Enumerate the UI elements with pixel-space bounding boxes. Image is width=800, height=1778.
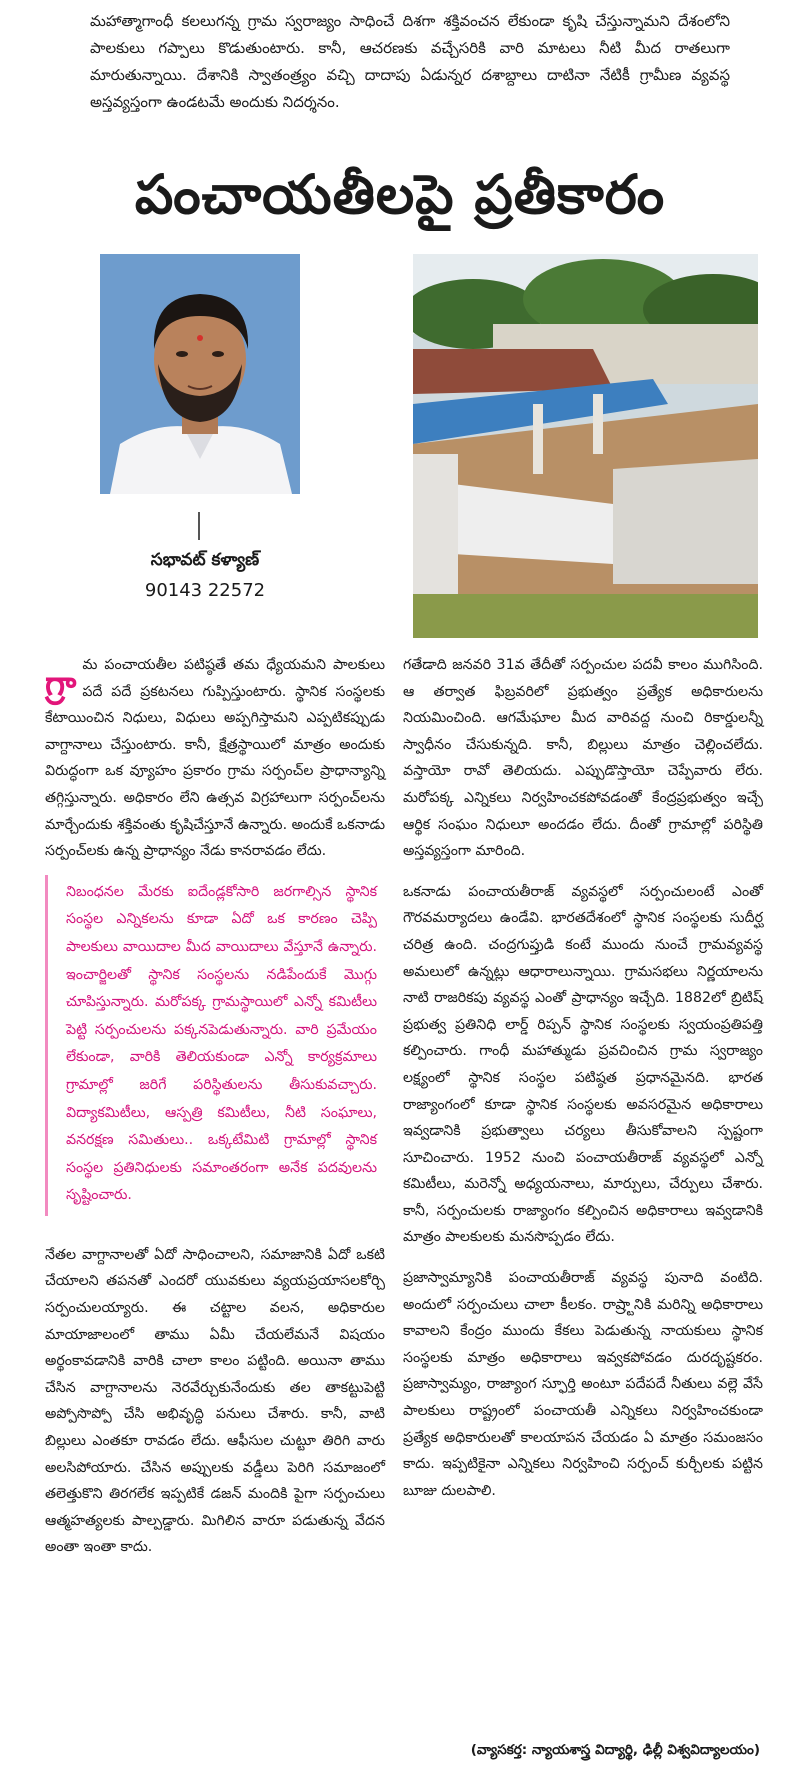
- headline: పంచాయతీలపై ప్రతీకారం: [134, 163, 666, 226]
- left-column: [45, 652, 385, 1575]
- dropcap: గ్రా: [45, 664, 77, 704]
- right-paragraph-3: ప్రజాస్వామ్యానికి పంచాయతీరాజ్ వ్యవస్థ పునాది వంటిది. అందులో సర్పంచులు చాలా కీలకం. రాష్ర్టానికి మరిన్ని అధికారాలు కావాలని కేంద్రం ముందు కేకలు పెడుతున్న నాయకులు స్థానిక సంస్థలకు మాత్రం అధికారాలు ఇవ్వకపోవడం దురదృష్టకరం. ప్రజాస్వామ్యం, రాజ్యాంగ స్ఫూర్తి అంటూ పదేపదే నీతులు వల్లె వేసే పాలకులు రాష్ట్రంలో పంచాయతీ ఎన్నికలు నిర్వహించకుండా ప్రత్యేక అధికారులతో కాలయాపన చేయడం ఏ మాత్రం సమంజసం కాదు. ఇప్పటికైనా ఎన్నికలు నిర్వహించి సర్పంచ్ కుర్చీలకు పట్టిన బూజు దులపాలి.: [403, 1270, 763, 1499]
- right-paragraph-1: గతేడాది జనవరి 31వ తేదీతో సర్పంచుల పదవీ కాలం ముగిసింది. ఆ తర్వాత ఫిబ్రవరిలో ప్రభుత్వం ప్రత్యేక అధికారులను నియమించింది. ఆగమేఘాల మీద వారివద్ద నుంచి రికార్డులన్నీ స్వాధీనం చేసుకున్నది. కానీ, బిల్లులు మాత్రం చెల్లించలేదు. వస్తాయో రావో తెలియదు. ఎప్పుడొస్తాయో చెప్పేవారు లేరు. మరోపక్క ఎన్నికలు నిర్వహించకపోవడంతో కేంద్రప్రభుత్వం ఇచ్చే ఆర్థిక సంఘం నిధులూ అందడం లేదు. దీంతో గ్రామాల్లో పరిస్థితి అస్తవ్యస్తంగా మారింది.: [403, 657, 763, 860]
- author-name: సభావట్ కళ్యాణ్: [150, 550, 260, 570]
- lead-paragraph-start: మ పంచాయతీల పటిష్ఠతే తమ ధ్యేయమని పాలకులు పదే పదే ప్రకటనలు: [82, 657, 385, 700]
- author-byline: (వ్యాసకర్త: న్యాయశాస్త్ర విద్యార్థి, ఢిల్లీ విశ్వవిద్యాలయం): [470, 1742, 760, 1758]
- lead-paragraph-rest: గుప్పిస్తుంటారు. స్థానిక సంస్థలకు కేటాయించిన నిధులు, విధులు అప్పగిస్తామని ఎప్పటికప్పుడు వాగ్దానాలు చేస్తుంటారు. కానీ, క్షేత్రస్థాయిలో మాత్రం అందుకు విరుద్ధంగా ఒక వ్యూహం ప్రకారం గ్రామ సర్పంచ్‌ల ప్రాధాన్యాన్ని తగ్గిస్తున్నారు. అధికారం లేని ఉత్సవ విగ్రహాలుగా సర్పంచ్‌లను మార్చేందుకు శక్తివంతు కృషిచేస్తూనే ఉన్నారు. అందుకే ఒకనాడు సర్పంచ్‌లకు ఉన్న ప్రాధాన్యం నేడు కానరావడం లేదు.: [45, 683, 385, 860]
- village-photo: [413, 254, 758, 638]
- highlight-box: నిబంధనల మేరకు ఐదేండ్లకోసారి జరగాల్సిన స్థానిక సంస్థల ఎన్నికలను కూడా ఏదో ఒక కారణం చెప్పి పాలకులు వాయిదాల మీద వాయిదాలు వేస్తూనే ఉన్నారు. ఇంచార్జిలతో స్థానిక సంస్థలను నడిపేందుకే మొగ్గు చూపిస్తున్నారు. మరోపక్క గ్రామస్థాయిలో ఎన్నో కమిటీలు పెట్టి సర్పంచులను పక్కనపెడుతున్నారు. వారి ప్రమేయం లేకుండా, వారికి తెలియకుండా ఎన్నో కార్యక్రమాలు గ్రామాల్లో జరిగే పరిస్థితులను తీసుకువచ్చారు. విద్యాకమిటీలు, ఆస్పత్రి కమిటీలు, నీటి సంఘాలు, వనరక్షణ సమితులు.. ఒక్కటేమిటి గ్రామాల్లో స్థానిక సంస్థల ప్రతినిధులకు సమాంతరంగా అనేక పదవులను సృష్టించారు.: [45, 875, 385, 1216]
- left-paragraph-3: నేతల వాగ్దానాలతో ఏదో సాధించాలని, సమాజానికి ఏదో ఒకటి చేయాలని తపనతో ఎందరో యువకులు వ్యయప్రయాసలకోర్చి సర్పంచులయ్యారు. ఈ చట్టాల వలన, అధికారుల మాయాజాలంలో తాము ఏమీ చేయలేమనే విషయం అర్థంకావడానికి వారికి చాలా కాలం పట్టింది. అయినా తాము చేసిన వాగ్దానాలను నెరవేర్చుకునేందుకు తల తాకట్టుపెట్టి అప్పోసొప్పో చేసి అభివృద్ధి పనులు చేశారు. కానీ, వాటి బిల్లులు ఎంతకూ రావడం లేదు. ఆఫీసుల చుట్టూ తిరిగి వారు అలసిపోయారు. చేసిన అప్పులకు వడ్డీలు పెరిగి సమాజంలో తలెత్తుకొని తిరగలేక ఇప్పటికే డజన్ మందికి పైగా సర్పంచులు ఆత్మహత్యలకు పాల్పడ్డారు. మిగిలిన వారూ పడుతున్న వేదన అంతా ఇంతా కాదు.: [45, 1246, 385, 1556]
- divider-line: [198, 512, 200, 540]
- intro-paragraph: మహాత్మాగాంధీ కలలుగన్న గ్రామ స్వరాజ్యం సాధించే దిశగా శక్తివంచన లేకుండా కృషి చేస్తున్నామని దేశంలోని పాలకులు గప్పాలు కొడుతుంటారు. కానీ, ఆచరణకు వచ్చేసరికి వారి మాటలు నీటి మీద రాతలుగా మారుతున్నాయి. దేశానికి స్వాతంత్ర్యం వచ్చి దాదాపు ఏడున్నర దశాబ్దాలు దాటినా నేటికీ గ్రామీణ వ్యవస్థ అస్తవ్యస్తంగా ఉండటమే అందుకు నిదర్శనం.: [90, 12, 730, 111]
- right-paragraph-2: ఒకనాడు పంచాయతీరాజ్ వ్యవస్థలో సర్పంచులంటే ఎంతో గౌరవమర్యాదలు ఉండేవి. భారతదేశంలో స్థానిక సంస్థలకు సుదీర్ఘ చరిత్ర ఉంది. చంద్రగుప్తుడి కంటే ముందు నుంచే గ్రామవ్యవస్థ అమలులో ఉన్నట్లు ఆధారాలున్నాయి. గ్రామసభలు నిర్ణయాలను నాటి రాజరికపు వ్యవస్థ ఎంతో ప్రాధాన్యం ఇచ్చేది. 1882లో బ్రిటిష్ ప్రభుత్వ ప్రతినిధి లార్డ్ రిప్పన్ స్థానిక సంస్థలకు స్వయంప్రతిపత్తి కల్పించారు. గాంధీ మహాత్ముడు ప్రవచించిన గ్రామ స్వరాజ్యం లక్ష్యంలో స్థానిక సంస్థల పటిష్ఠత ప్రధానమైనది. భారత రాజ్యాంగంలో కూడా స్థానిక సంస్థలకు అవసరమైన అధికారాలు ఇవ్వడానికి ప్రభుత్వాలు చర్యలు తీసుకోవాలని స్పష్టంగా సూచించారు. 1952 నుంచి పంచాయతీరాజ్ వ్యవస్థలో ఎన్నో కమిటీలు, మరెన్నో అధ్యయనాలు, మార్పులు, చేర్పులు చేశారు. కానీ, సర్పంచులకు రాజ్యాంగం కల్పించిన అధికారాలు ఇవ్వడానికి మాత్రం పాలకులకు మనసొప్పడం లేదు.: [403, 883, 763, 1246]
- author-photo: [100, 254, 300, 494]
- author-phone: 90143 22572: [144, 580, 266, 601]
- right-column: [403, 652, 763, 1518]
